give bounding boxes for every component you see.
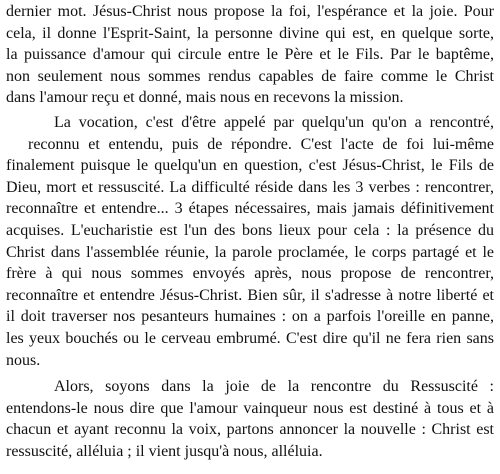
text-line: entendons-le nous dire que l'amour vainqueur nous est destiné à tous et à xyxy=(6,399,494,417)
text-line: reconnu et entendu, puis de répondre. C'est l'acte de foi lui-même xyxy=(28,135,494,153)
text-line: frère à qui nous sommes envoyés après, nous propose de rencontrer, xyxy=(6,265,494,283)
text-line: dans l'amour reçu et donné, mais nous en recevons la mission. xyxy=(6,89,404,107)
text-line: cela, il donne l'Esprit-Saint, la personne divine qui est, en quelque sorte, xyxy=(6,24,494,42)
text-line: il doit traverser nos pesanteurs humaines : on a parfois l'oreille en panne, xyxy=(6,308,494,326)
text-line: reconnaître et entendre Jésus-Christ. Bien sûr, il s'adresse à notre liberté et xyxy=(6,286,494,304)
text-line: nous. xyxy=(6,351,41,369)
text-line: finalement puisque le quelqu'un en question, c'est Jésus-Christ, le Fils de xyxy=(6,157,494,175)
text-line: reconnaître et entendre... 3 étapes nécessaires, mais jamais définitivement xyxy=(6,200,494,218)
text-line: Christ dans l'assemblée réunie, la parole proclamée, le corps partagé et le xyxy=(6,243,494,261)
text-line: les yeux bouchés ou le cerveau embrumé. C'est dire qu'il ne fera rien sans xyxy=(6,330,494,347)
text-line: La vocation, c'est d'être appelé par quelqu'un qu'on a rencontré, xyxy=(54,114,494,131)
text-line: dernier mot. Jésus-Christ nous propose la foi, l'espérance et la joie. Pour xyxy=(6,3,494,20)
text-line: non seulement nous sommes rendus capables de faire comme le Christ xyxy=(6,67,494,85)
text-line: chacun et ayant reconnu la voix, partons annoncer la nouvelle : Christ est xyxy=(6,421,494,439)
text-line: ressuscité, alléluia ; il vient jusqu'à nous, alléluia. xyxy=(6,443,323,460)
text-line: la puissance d'amour qui circule entre le Père et le Fils. Par le baptême, xyxy=(6,46,494,64)
text-line: acquises. L'eucharistie est l'un des bons lieux pour cela : la présence du xyxy=(6,222,494,239)
text-line: Alors, soyons dans la joie de la rencontre du Ressuscité : xyxy=(54,378,494,396)
text-line: Dieu, mort et ressuscité. La difficulté réside dans les 3 verbes : rencontrer, xyxy=(6,178,494,196)
